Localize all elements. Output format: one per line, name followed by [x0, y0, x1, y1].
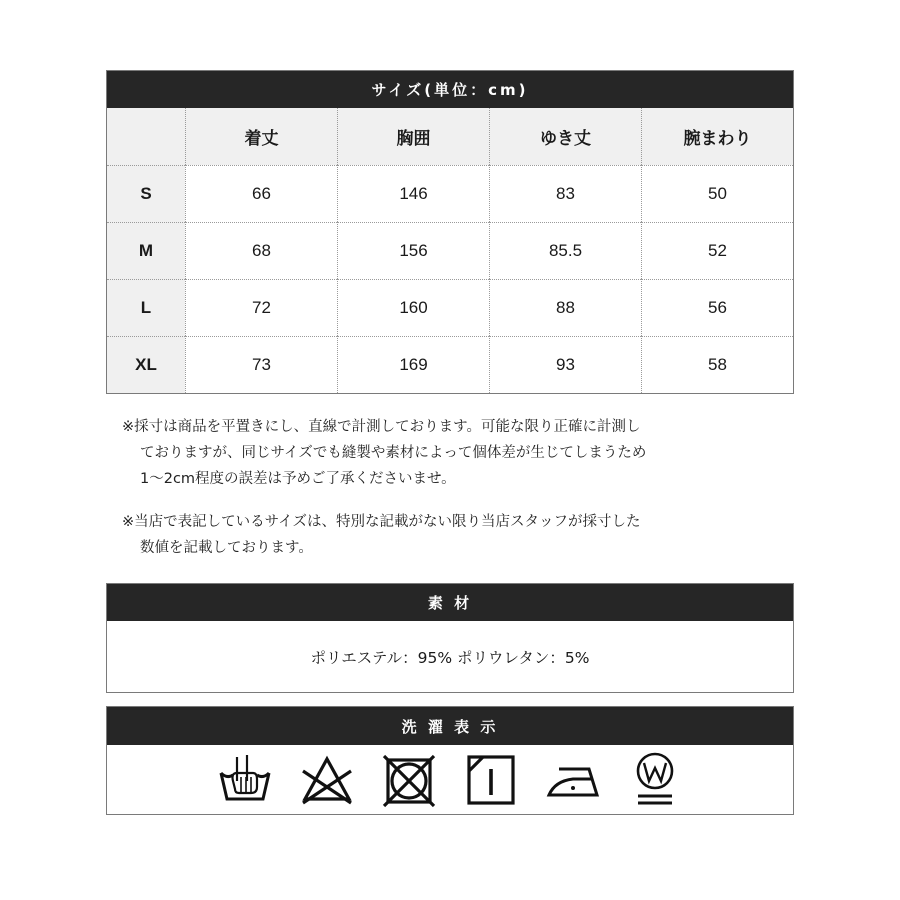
table-cell: 68 — [185, 222, 337, 279]
care-title: 洗 濯 表 示 — [107, 707, 793, 745]
corner-cell — [107, 108, 185, 165]
table-cell: 52 — [641, 222, 793, 279]
size-table-title: サイズ(単位：cm) — [107, 71, 793, 108]
table-cell: 156 — [337, 222, 489, 279]
table-cell: 73 — [185, 336, 337, 393]
size-label: M — [107, 222, 185, 279]
note-line: ※採寸は商品を平置きにし、直線で計測しております。可能な限り正確に計測し — [122, 419, 641, 435]
column-header-chest: 胸囲 — [337, 108, 489, 165]
table-cell: 58 — [641, 336, 793, 393]
note-line: ておりますが、同じサイズでも縫製や素材によって個体差が生じてしまうため — [140, 445, 647, 461]
material-section — [106, 583, 794, 693]
material-title: 素 材 — [107, 584, 793, 621]
table-cell: 93 — [489, 336, 641, 393]
table-cell: 169 — [337, 336, 489, 393]
hand-wash-icon — [217, 751, 273, 809]
note-line: 数値を記載しております。 — [140, 540, 313, 556]
table-cell: 72 — [185, 279, 337, 336]
column-header-arm: 腕まわり — [641, 108, 793, 165]
table-cell: 56 — [641, 279, 793, 336]
note-line: ※当店で表記しているサイズは、特別な記載がない限り当店スタッフが採寸した — [122, 514, 641, 530]
table-cell: 88 — [489, 279, 641, 336]
care-label-section — [106, 706, 794, 815]
table-cell: 146 — [337, 165, 489, 222]
table-cell: 66 — [185, 165, 337, 222]
table-cell: 50 — [641, 165, 793, 222]
size-label: XL — [107, 336, 185, 393]
care-icons — [107, 745, 793, 814]
staff-measurement-note — [122, 509, 641, 561]
line-dry-shade-icon — [463, 751, 519, 809]
size-table — [106, 70, 794, 394]
note-line: 1〜2cm程度の誤差は予めご了承くださいませ。 — [140, 471, 456, 487]
iron-low-icon — [545, 751, 601, 809]
column-header-length: 着丈 — [185, 108, 337, 165]
table-cell: 160 — [337, 279, 489, 336]
table-cell: 83 — [489, 165, 641, 222]
size-label: S — [107, 165, 185, 222]
size-label: L — [107, 279, 185, 336]
column-header-sleeve: ゆき丈 — [489, 108, 641, 165]
wet-clean-gentle-icon — [627, 751, 683, 809]
size-grid — [107, 108, 793, 393]
material-text: ポリエステル：95% ポリウレタン：5% — [310, 648, 590, 667]
no-tumble-dry-icon — [381, 751, 437, 809]
table-cell: 85.5 — [489, 222, 641, 279]
no-bleach-icon — [299, 751, 355, 809]
measurement-note — [122, 414, 646, 492]
